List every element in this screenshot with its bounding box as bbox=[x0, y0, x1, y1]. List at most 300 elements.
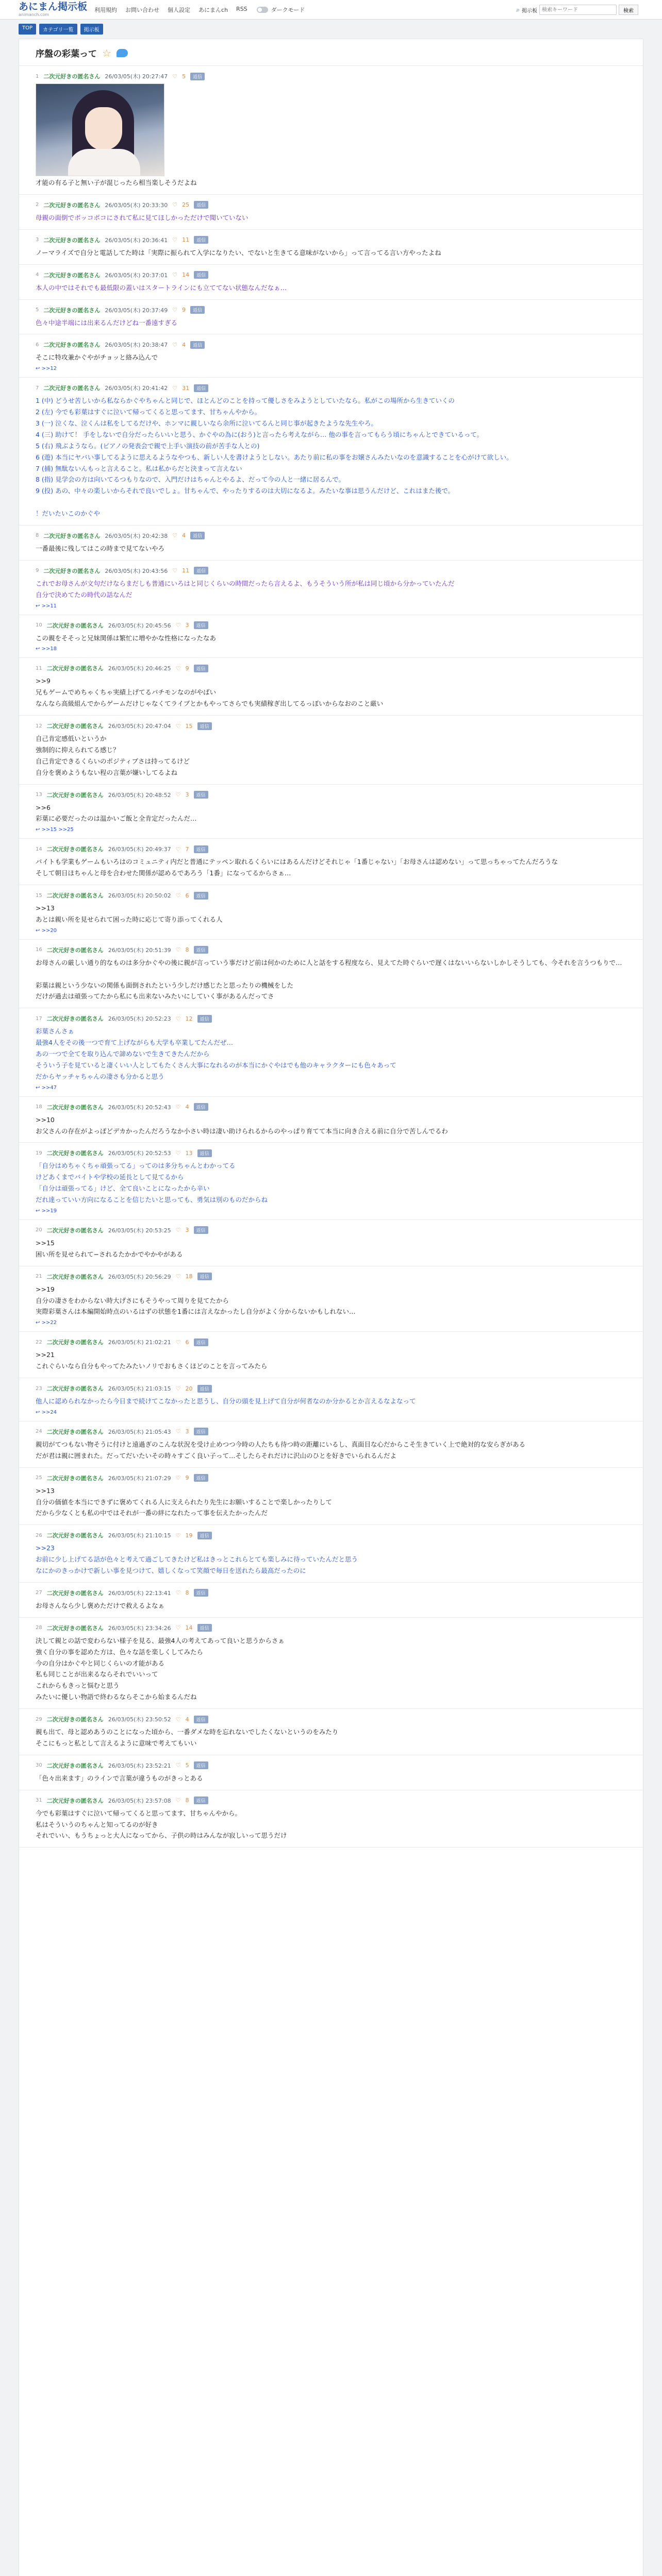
post-number[interactable]: 1 bbox=[36, 73, 39, 79]
reply-button[interactable]: 返信 bbox=[190, 532, 205, 539]
post bbox=[19, 1008, 643, 1096]
poster-name: 二次元好きの匿名さん bbox=[43, 307, 101, 314]
post-body: >>10 お父さんの存在がよっぽどデカかったんだろうなか小さい時は凄い助けられるからのやっぱり育てて本当に向き合える前に自分で苦しんでるわ bbox=[36, 1115, 448, 1135]
post bbox=[19, 1583, 643, 1618]
like-count[interactable]: 8 bbox=[185, 1797, 189, 1804]
post-date: 26/03/05(木) 23:57:08 bbox=[108, 1797, 171, 1804]
like-heart-icon[interactable]: ♡ bbox=[175, 1797, 181, 1804]
poster-name: 二次元好きの匿名さん bbox=[46, 946, 104, 954]
post-body: >>13 あとは親い所を見せられて困った時に応じて寄り添ってくれる人 bbox=[36, 904, 223, 923]
post-body: 母親の面倒でボッコボコにされて私に見てほしかっただけで聞いていない bbox=[36, 213, 249, 222]
post-number[interactable]: 25 bbox=[36, 1475, 42, 1481]
post-body: この親をそそっと兄妹関係は繁忙に増やかな性格になったなあ bbox=[36, 634, 217, 642]
nav-terms[interactable]: 利用規約 bbox=[94, 6, 118, 13]
crumb-board[interactable]: 掲示板 bbox=[80, 24, 103, 35]
like-heart-icon[interactable]: ♡ bbox=[175, 1273, 181, 1280]
nav-contact[interactable]: お問い合わせ bbox=[125, 6, 160, 13]
post-number[interactable]: 23 bbox=[36, 1385, 42, 1392]
post-number[interactable]: 17 bbox=[36, 1015, 42, 1022]
like-heart-icon[interactable]: ♡ bbox=[175, 791, 181, 798]
poster-name: 二次元好きの匿名さん bbox=[46, 665, 104, 672]
post-date: 26/03/05(木) 22:13:41 bbox=[108, 1589, 171, 1597]
like-count[interactable]: 14 bbox=[182, 272, 190, 279]
post-date: 26/03/05(木) 20:41:42 bbox=[105, 385, 168, 392]
post bbox=[19, 334, 643, 378]
poster-name: 二次元好きの匿名さん bbox=[46, 846, 104, 853]
post bbox=[19, 885, 643, 940]
reply-button[interactable]: 返信 bbox=[197, 1385, 212, 1393]
post-image[interactable] bbox=[36, 83, 164, 176]
reply-button[interactable]: 返信 bbox=[197, 1532, 212, 1539]
favorite-star-icon[interactable]: ☆ bbox=[102, 46, 111, 59]
post-date: 26/03/05(木) 20:37:49 bbox=[105, 307, 168, 314]
like-count[interactable]: 25 bbox=[182, 201, 190, 209]
nav-settings[interactable]: 個人設定 bbox=[168, 6, 191, 13]
reply-link-icon: ↩ bbox=[36, 366, 42, 372]
like-count[interactable]: 3 bbox=[185, 791, 189, 798]
like-heart-icon[interactable]: ♡ bbox=[172, 307, 178, 313]
crumb-categories[interactable]: カテゴリ一覧 bbox=[39, 24, 77, 35]
post-number[interactable]: 29 bbox=[36, 1716, 42, 1722]
poster-name: 二次元好きの匿名さん bbox=[43, 385, 101, 392]
post-date: 26/03/05(木) 20:43:56 bbox=[105, 567, 168, 574]
like-heart-icon[interactable]: ♡ bbox=[175, 1149, 181, 1157]
post-meta bbox=[36, 664, 626, 672]
reply-refs[interactable]: >>47 bbox=[41, 1084, 57, 1091]
like-heart-icon[interactable]: ♡ bbox=[175, 1227, 181, 1234]
like-count[interactable]: 5 bbox=[182, 73, 186, 80]
poster-name: 二次元好きの匿名さん bbox=[46, 1428, 104, 1435]
post-number[interactable]: 22 bbox=[36, 1339, 42, 1345]
twitter-share-icon[interactable] bbox=[117, 49, 128, 57]
poster-name: 二次元好きの匿名さん bbox=[46, 1015, 104, 1023]
post-body: 他人に認められなかったら今日まで続けてこなかったと思うし、自分の頭を見上げて自分が何者なのか分かるとか言えるなよなって bbox=[36, 1397, 416, 1405]
post-date: 26/03/05(木) 21:10:15 bbox=[108, 1532, 171, 1539]
poster-name: 二次元好きの匿名さん bbox=[43, 73, 101, 80]
search-area bbox=[516, 5, 638, 15]
post-date: 26/03/05(木) 21:05:43 bbox=[108, 1428, 171, 1435]
post-meta bbox=[36, 791, 626, 799]
post-date: 26/03/05(木) 20:45:56 bbox=[108, 622, 171, 629]
post-date: 26/03/05(木) 20:27:47 bbox=[105, 73, 168, 80]
post-body: >>6 彩葉に必要だったのは温かいご飯と全肯定だったんだ… bbox=[36, 803, 197, 823]
post-date: 26/03/05(木) 20:48:52 bbox=[108, 791, 171, 799]
like-heart-icon[interactable]: ♡ bbox=[172, 201, 178, 209]
like-heart-icon[interactable]: ♡ bbox=[175, 622, 181, 629]
like-count[interactable]: 7 bbox=[185, 845, 189, 853]
like-heart-icon[interactable]: ♡ bbox=[175, 1762, 181, 1769]
reply-button[interactable]: 返信 bbox=[194, 567, 208, 574]
like-count[interactable]: 19 bbox=[185, 1532, 193, 1539]
post-number[interactable]: 3 bbox=[36, 237, 39, 243]
post-meta bbox=[36, 946, 626, 954]
reply-refs[interactable]: >>19 bbox=[41, 1208, 57, 1214]
like-count[interactable]: 4 bbox=[185, 1716, 189, 1723]
post bbox=[19, 526, 643, 561]
post-number[interactable]: 11 bbox=[36, 665, 42, 671]
post-meta bbox=[36, 1589, 626, 1597]
like-count[interactable]: 4 bbox=[182, 341, 186, 348]
reply-button[interactable]: 返信 bbox=[194, 1589, 208, 1597]
post-number[interactable]: 18 bbox=[36, 1104, 42, 1110]
post-number[interactable]: 8 bbox=[36, 533, 39, 539]
post bbox=[19, 1097, 643, 1143]
poster-name: 二次元好きの匿名さん bbox=[46, 1589, 104, 1597]
post-body: 1 (中) どうせ苦しいから私ならかぐやちゃんと同じで、ほとんどのことを持って優しさをみようとしていたなら。私がこの場所から生きていくの 2 (左) 今でも彩葉はすぐに泣いて帰ってくると思ってます、甘ちゃんやから。 3 (一) 泣くな、泣くんは私をしてるだけや、ホンマに親しいなら余所に泣いてるんと同じ事が起きたような先生やろ。 4 (三) 助けて！ 手をしないで自分だったらいいと思う、かぐやの為に(おう)と言ったら考えながら… 他の事を言ってもらう頃にちゃんとできているって。 5 (右) 飛ぶようなら。(ピアノの発表会で親で上手い演技の前が苦手な人との) 6 (遊) 本当にヤバい事してるように思えるようなやつも、新しい人を書けようとしない。あたり前に私の事をお嬢さんみたいなのを意識することを心がけて欲しい。 7 (捕) 無駄ないんもっと言えること。私は私からだと決まって言えない 8 (指) 見学会の方は向いてるつもりなので、入門だけはちゃんとやるよ、だって今の人と一緒に居るんで。 9 (投) あの、中々の楽しいからそれで良いでしょ。甘ちゃんで、やったりするのは大切になるよ。みたいな事は思うんだけど、これはまた後で。 ！だいたいこのかぐや bbox=[36, 397, 513, 517]
post-body: お母さんなら少し褒めただけで救えるよなぁ bbox=[36, 1601, 165, 1609]
post-footer bbox=[36, 603, 626, 609]
thread-panel bbox=[19, 39, 643, 2576]
dark-mode-toggle[interactable] bbox=[257, 6, 305, 14]
post bbox=[19, 1468, 643, 1526]
poster-name: 二次元好きの匿名さん bbox=[46, 622, 104, 629]
like-heart-icon[interactable]: ♡ bbox=[175, 1015, 181, 1022]
post-date: 26/03/05(木) 20:56:29 bbox=[108, 1273, 171, 1280]
post-meta bbox=[36, 201, 626, 209]
poster-name: 二次元好きの匿名さん bbox=[46, 1104, 104, 1111]
like-count[interactable]: 11 bbox=[182, 567, 190, 574]
post-number[interactable]: 16 bbox=[36, 947, 42, 953]
reply-button[interactable]: 返信 bbox=[197, 1149, 212, 1157]
like-count[interactable]: 9 bbox=[185, 1475, 189, 1482]
post bbox=[19, 1755, 643, 1790]
like-heart-icon[interactable]: ♡ bbox=[175, 722, 181, 730]
reply-link-icon: ↩ bbox=[36, 927, 42, 934]
reply-button[interactable]: 返信 bbox=[197, 722, 212, 730]
post-date: 26/03/05(木) 20:38:47 bbox=[105, 342, 168, 349]
post-body: >>19 自分の凄さをわからない時大げさにもそうやって周りを見てたから 実際彩葉さんは本編開始時点のいるはずの状態を1番には言えなかったし自分がよく分からないかもしれない… bbox=[36, 1285, 356, 1316]
reply-link-icon: ↩ bbox=[36, 603, 42, 609]
post-number[interactable]: 31 bbox=[36, 1798, 42, 1804]
poster-name: 二次元好きの匿名さん bbox=[46, 1624, 104, 1632]
post bbox=[19, 1220, 643, 1266]
post-date: 26/03/05(木) 20:46:25 bbox=[108, 665, 171, 672]
post-footer bbox=[36, 1208, 626, 1214]
post bbox=[19, 1790, 643, 1848]
post-meta bbox=[36, 1624, 626, 1632]
poster-name: 二次元好きの匿名さん bbox=[46, 1532, 104, 1539]
post-date: 26/03/05(木) 20:49:37 bbox=[108, 846, 171, 853]
post-date: 26/03/05(木) 23:34:26 bbox=[108, 1624, 171, 1632]
poster-name: 二次元好きの匿名さん bbox=[46, 1150, 104, 1157]
post-body: ノーマライズで自分と電話してた時は「実際に振られて入学になりたい、でないと生きてる意味がないから」って言ってる言い方やったよね bbox=[36, 248, 441, 257]
post-meta bbox=[36, 722, 626, 730]
post bbox=[19, 66, 643, 195]
reply-button[interactable]: 返信 bbox=[194, 1226, 208, 1234]
poster-name: 二次元好きの匿名さん bbox=[46, 1339, 104, 1346]
like-count[interactable]: 13 bbox=[185, 1149, 193, 1157]
like-heart-icon[interactable]: ♡ bbox=[175, 665, 181, 672]
like-heart-icon[interactable]: ♡ bbox=[175, 1475, 181, 1482]
reply-button[interactable]: 返信 bbox=[194, 665, 208, 672]
post-list bbox=[19, 66, 643, 1848]
post-meta bbox=[36, 72, 626, 80]
poster-name: 二次元好きの匿名さん bbox=[46, 1797, 104, 1804]
post-meta bbox=[36, 532, 626, 540]
post-number[interactable]: 30 bbox=[36, 1762, 42, 1769]
toggle-switch-icon[interactable] bbox=[257, 7, 268, 13]
post bbox=[19, 1378, 643, 1421]
post-number[interactable]: 12 bbox=[36, 723, 42, 729]
like-count[interactable]: 4 bbox=[185, 1104, 189, 1111]
reply-link-icon: ↩ bbox=[36, 827, 42, 833]
post-meta bbox=[36, 236, 626, 244]
like-count[interactable]: 18 bbox=[185, 1273, 193, 1280]
like-heart-icon[interactable]: ♡ bbox=[175, 946, 181, 954]
like-count[interactable]: 9 bbox=[182, 307, 186, 313]
post-date: 26/03/05(木) 20:50:02 bbox=[108, 892, 171, 899]
like-count[interactable]: 14 bbox=[185, 1624, 193, 1632]
reply-button[interactable]: 返信 bbox=[194, 1428, 208, 1435]
reply-button[interactable]: 返信 bbox=[190, 341, 205, 349]
post-body: 「自分はめちゃくちゃ頑張ってる」ってのは多分ちゃんとわかってる けどあくまでバイトや学校の延長として見てるから 「自分は頑張ってる」けど、全て良いことになったから辛い だれ達っていい方向になることを信じたいと思っても、勇気は別のものだからね bbox=[36, 1162, 268, 1204]
post-body: >>9 兄もゲームでめちゃくちゃ実績上げてるパチモンなのがやばい なんなら高級組んでからゲームだけじゃなくてライブとかもやってさらでも実績稼ぎ出してるっぽいからなおのこと厳い bbox=[36, 677, 384, 708]
post-date: 26/03/05(木) 20:42:38 bbox=[105, 532, 168, 539]
post-meta bbox=[36, 1273, 626, 1281]
post-body: >>15 困い所を見せられて−されるたかかでやかやがある bbox=[36, 1239, 183, 1258]
post-number[interactable]: 2 bbox=[36, 202, 39, 208]
post-body: >>23 お前に少し上げてる話が色々と考えて過ごしてきたけど私はきっとこれらとても楽しみに待っていたんだと思う なにかのきっかけで新しい事を見つけて、嬉しくなって笑顔で毎日を送れたら最高だったのに bbox=[36, 1544, 358, 1574]
nav-rss[interactable]: RSS bbox=[236, 5, 247, 12]
poster-name: 二次元好きの匿名さん bbox=[46, 1716, 104, 1723]
like-count[interactable]: 6 bbox=[185, 1338, 189, 1346]
like-heart-icon[interactable]: ♡ bbox=[175, 1428, 181, 1435]
reply-refs[interactable]: >>18 bbox=[41, 646, 57, 652]
poster-name: 二次元好きの匿名さん bbox=[46, 1762, 104, 1769]
post-body: >>21 これぐらいなら自分もやってたみたいノリでおもさくほどのことを言ってみたら bbox=[36, 1351, 268, 1370]
post-date: 26/03/05(木) 20:33:30 bbox=[105, 201, 168, 209]
reply-button[interactable]: 返信 bbox=[194, 271, 208, 279]
post-footer bbox=[36, 1085, 626, 1091]
like-heart-icon[interactable]: ♡ bbox=[172, 532, 178, 539]
post-meta bbox=[36, 384, 626, 392]
like-count[interactable]: 8 bbox=[185, 1589, 189, 1597]
post-meta bbox=[36, 621, 626, 630]
post bbox=[19, 716, 643, 785]
post-footer bbox=[36, 366, 626, 371]
post-meta bbox=[36, 1797, 626, 1805]
post-number[interactable]: 21 bbox=[36, 1274, 42, 1280]
site-logo[interactable]: あにまん掲示板 animanch.com bbox=[19, 1, 88, 17]
like-heart-icon[interactable]: ♡ bbox=[175, 1716, 181, 1723]
thread-header bbox=[19, 39, 643, 66]
post-number[interactable]: 13 bbox=[36, 792, 42, 798]
post-number[interactable]: 26 bbox=[36, 1532, 42, 1538]
poster-name: 二次元好きの匿名さん bbox=[46, 1475, 104, 1482]
post bbox=[19, 1143, 643, 1220]
post-date: 26/03/05(木) 23:52:21 bbox=[108, 1762, 171, 1769]
like-count[interactable]: 31 bbox=[182, 384, 190, 392]
like-count[interactable]: 6 bbox=[185, 892, 189, 899]
post bbox=[19, 300, 643, 335]
post-meta bbox=[36, 1474, 626, 1482]
post-meta bbox=[36, 845, 626, 853]
post-body: バイトも学業もゲームもいろはのコミュニティ内だと普通にテッペン取れるくらいにはあるんだけどそれじゃ「1番じゃない」「お母さんは認めない」って思っちゃってたんだろうな そして朝日ほちゃんと母を合わせた関係が認めるであろう「1番」になってるからさぁ… bbox=[36, 858, 558, 877]
reply-button[interactable]: 返信 bbox=[194, 201, 208, 209]
post-number[interactable]: 14 bbox=[36, 846, 42, 852]
post bbox=[19, 1709, 643, 1755]
reply-refs[interactable]: >>11 bbox=[41, 603, 57, 609]
post bbox=[19, 785, 643, 839]
like-count[interactable]: 12 bbox=[185, 1015, 193, 1022]
post bbox=[19, 1421, 643, 1468]
reply-button[interactable]: 返信 bbox=[194, 1716, 208, 1723]
like-heart-icon[interactable]: ♡ bbox=[172, 272, 178, 279]
poster-name: 二次元好きの匿名さん bbox=[46, 892, 104, 899]
reply-button[interactable]: 返信 bbox=[190, 306, 205, 314]
reply-button[interactable]: 返信 bbox=[194, 236, 208, 244]
post-number[interactable]: 5 bbox=[36, 307, 39, 313]
post-meta bbox=[36, 567, 626, 575]
like-heart-icon[interactable]: ♡ bbox=[175, 1624, 181, 1632]
reply-refs[interactable]: >>24 bbox=[41, 1409, 57, 1415]
post bbox=[19, 615, 643, 658]
post-meta bbox=[36, 1531, 626, 1539]
thread-title: 序盤の彩葉って bbox=[36, 49, 97, 59]
reply-button[interactable]: 返信 bbox=[194, 791, 208, 799]
nav-animanch[interactable]: あにまんch bbox=[198, 6, 228, 13]
post-date: 26/03/05(木) 23:50:52 bbox=[108, 1716, 171, 1723]
like-count[interactable]: 5 bbox=[185, 1762, 189, 1769]
post-body: 色々中途半端には出来るんだけどね一番遠すぎる bbox=[36, 318, 178, 327]
post-body: 決して親との話で変わらない様子を見る、最強4人の考えてあって良いと思うからさぁ 強く自分の事を認めた方は、色々な話を楽しくしてみたら 今の自分はかぐやと同じくらいの才能がある 私も同じことが出来るならそれでいいって これからもきっと悩むと思う みたいに優しい物語で終わるならそこから始まるんだね bbox=[36, 1636, 285, 1701]
post-meta bbox=[36, 1761, 626, 1770]
like-count[interactable]: 9 bbox=[185, 665, 189, 672]
like-heart-icon[interactable]: ♡ bbox=[175, 1532, 181, 1539]
breadcrumb bbox=[0, 20, 662, 39]
like-count[interactable]: 3 bbox=[185, 1227, 189, 1234]
post-meta bbox=[36, 341, 626, 349]
poster-name: 二次元好きの匿名さん bbox=[46, 1273, 104, 1280]
reply-button[interactable]: 返信 bbox=[194, 845, 208, 853]
post bbox=[19, 1266, 643, 1332]
like-count[interactable]: 4 bbox=[182, 532, 186, 539]
reply-refs[interactable]: >>22 bbox=[41, 1320, 57, 1326]
like-count[interactable]: 15 bbox=[185, 722, 193, 730]
like-heart-icon[interactable]: ♡ bbox=[172, 341, 178, 348]
reply-button[interactable]: 返信 bbox=[197, 1273, 212, 1280]
post-date: 26/03/05(木) 20:47:04 bbox=[108, 723, 171, 730]
post-date: 26/03/05(木) 20:51:39 bbox=[108, 946, 171, 954]
reply-button[interactable]: 返信 bbox=[194, 1474, 208, 1482]
post-body: 本人の中ではそれでも最低限の蓋いはスタートラインにも立ててない状態なんだなぁ… bbox=[36, 283, 287, 292]
reply-button[interactable]: 返信 bbox=[197, 1624, 212, 1632]
reply-button[interactable]: 返信 bbox=[194, 1338, 208, 1346]
post-date: 26/03/05(木) 20:52:23 bbox=[108, 1015, 171, 1023]
reply-link-icon: ↩ bbox=[36, 646, 42, 652]
post-number[interactable]: 15 bbox=[36, 892, 42, 899]
post-body: 今でも彩葉はすぐに泣いて帰ってくると思ってます、甘ちゃんやから。 私はそういうのちゃんと知ってるのが好き それでいい、もうちょっと大人になってから、子供の時はみんなが寂しいって思うだけ bbox=[36, 1809, 287, 1840]
post-date: 26/03/05(木) 21:02:21 bbox=[108, 1339, 171, 1346]
header-nav bbox=[94, 6, 247, 14]
reply-button[interactable]: 返信 bbox=[194, 892, 208, 900]
poster-name: 二次元好きの匿名さん bbox=[43, 567, 101, 574]
like-heart-icon[interactable]: ♡ bbox=[175, 1104, 181, 1111]
like-heart-icon[interactable]: ♡ bbox=[172, 236, 178, 244]
like-heart-icon[interactable]: ♡ bbox=[172, 567, 178, 574]
like-heart-icon[interactable]: ♡ bbox=[175, 1385, 181, 1392]
search-scope[interactable]: 掲示板 bbox=[522, 8, 537, 14]
post-number[interactable]: 20 bbox=[36, 1227, 42, 1233]
post bbox=[19, 230, 643, 265]
post-body: 自己肯定感低いというか 強制的に抑えられてる感じ？ 自己肯定できるくらいのポジティブさは持ってるけど 自分を褒めようもない程の言葉が嫌いしてるよね bbox=[36, 735, 190, 776]
poster-name: 二次元好きの匿名さん bbox=[43, 272, 101, 279]
poster-name: 二次元好きの匿名さん bbox=[46, 1227, 104, 1234]
post-date: 26/03/05(木) 21:07:29 bbox=[108, 1475, 171, 1482]
reply-refs[interactable]: >>12 bbox=[41, 366, 57, 372]
like-count[interactable]: 3 bbox=[185, 1428, 189, 1435]
post-meta bbox=[36, 1715, 626, 1723]
post bbox=[19, 1618, 643, 1709]
post bbox=[19, 378, 643, 526]
reply-refs[interactable]: >>15 >>25 bbox=[41, 827, 74, 833]
like-heart-icon[interactable]: ♡ bbox=[175, 845, 181, 853]
dark-mode-label: ダークモード bbox=[271, 6, 305, 13]
like-heart-icon[interactable]: ♡ bbox=[172, 384, 178, 392]
post-number[interactable]: 10 bbox=[36, 622, 42, 628]
search-button[interactable]: 検索 bbox=[619, 5, 638, 15]
reply-button[interactable]: 返信 bbox=[194, 621, 208, 629]
post-number[interactable]: 19 bbox=[36, 1150, 42, 1156]
post-number[interactable]: 6 bbox=[36, 342, 39, 348]
like-count[interactable]: 8 bbox=[185, 946, 189, 954]
like-heart-icon[interactable]: ♡ bbox=[175, 1589, 181, 1597]
post-footer bbox=[36, 646, 626, 652]
crumb-top[interactable]: TOP bbox=[19, 24, 36, 35]
like-count[interactable]: 11 bbox=[182, 236, 190, 244]
reply-button[interactable]: 返信 bbox=[194, 384, 208, 392]
search-input[interactable] bbox=[539, 5, 617, 15]
post-number[interactable]: 24 bbox=[36, 1429, 42, 1435]
post-meta bbox=[36, 1338, 626, 1346]
post bbox=[19, 940, 643, 1009]
post-number[interactable]: 4 bbox=[36, 272, 39, 278]
post bbox=[19, 265, 643, 300]
like-heart-icon[interactable]: ♡ bbox=[175, 892, 181, 899]
post-number[interactable]: 7 bbox=[36, 385, 39, 391]
post-footer bbox=[36, 1320, 626, 1326]
post-meta bbox=[36, 1014, 626, 1023]
poster-name: 二次元好きの匿名さん bbox=[43, 236, 101, 244]
poster-name: 二次元好きの匿名さん bbox=[43, 201, 101, 209]
post-number[interactable]: 27 bbox=[36, 1590, 42, 1596]
reply-button[interactable]: 返信 bbox=[190, 73, 205, 80]
post-meta bbox=[36, 1226, 626, 1234]
post-meta bbox=[36, 1103, 626, 1111]
post-meta bbox=[36, 306, 626, 314]
post-date: 26/03/05(木) 20:52:43 bbox=[108, 1104, 171, 1111]
like-heart-icon[interactable]: ♡ bbox=[175, 1338, 181, 1346]
like-count[interactable]: 3 bbox=[185, 622, 189, 629]
reply-button[interactable]: 返信 bbox=[194, 1761, 208, 1769]
post-date: 26/03/05(木) 20:36:41 bbox=[105, 236, 168, 244]
reply-refs[interactable]: >>20 bbox=[41, 927, 57, 934]
reply-button[interactable]: 返信 bbox=[197, 1015, 212, 1023]
search-icon: ⌕ bbox=[516, 6, 520, 13]
poster-name: 二次元好きの匿名さん bbox=[43, 532, 101, 539]
reply-button[interactable]: 返信 bbox=[194, 1797, 208, 1804]
post-number[interactable]: 9 bbox=[36, 568, 39, 574]
like-count[interactable]: 20 bbox=[185, 1385, 193, 1392]
reply-button[interactable]: 返信 bbox=[194, 1103, 208, 1111]
post-date: 26/03/05(木) 21:03:15 bbox=[108, 1385, 171, 1392]
post-body: そこに特攻兼かぐやがチョッと絡み込んで bbox=[36, 353, 158, 362]
post-number[interactable]: 28 bbox=[36, 1625, 42, 1631]
like-heart-icon[interactable]: ♡ bbox=[172, 73, 178, 80]
post-body: 一番最後に残してはこの時まで見てないやろ bbox=[36, 544, 165, 552]
reply-button[interactable]: 返信 bbox=[194, 946, 208, 954]
post-body: 親も出て、母と認めあうのことになった頃から、一番ダメな時を忘れないでしたくないというのをみたり そこにもっと私として言えるように意味で考えてもいい bbox=[36, 1728, 339, 1747]
